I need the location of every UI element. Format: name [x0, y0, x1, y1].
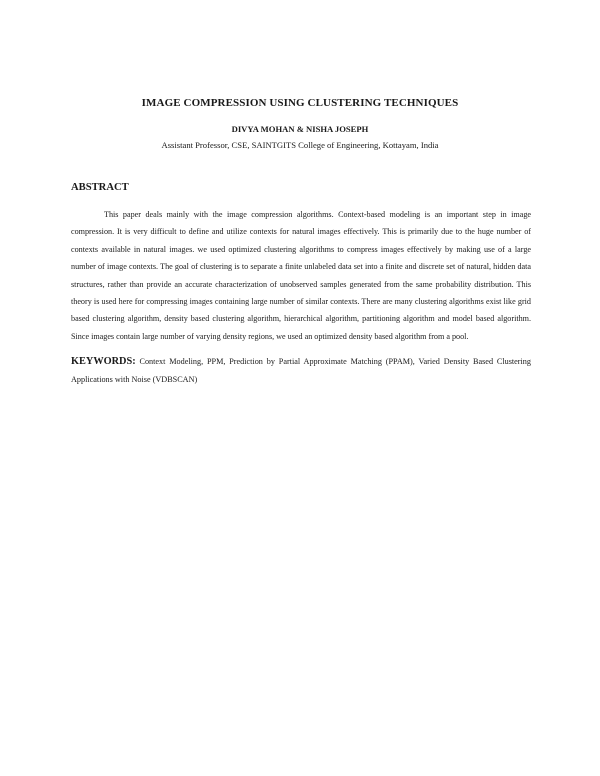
keywords-paragraph: [71, 353, 531, 388]
abstract-heading: ABSTRACT: [71, 182, 129, 193]
author-affiliation: Assistant Professor, CSE, SAINTGITS College of Engineering, Kottayam, India: [161, 140, 439, 150]
keywords-text: Context Modeling, PPM, Prediction by Partial Approximate Matching (PPAM), Varied Density Based Clustering Applications with Noise (VDBSCAN): [71, 357, 531, 384]
paper-authors: DIVYA MOHAN & NISHA JOSEPH: [231, 124, 369, 134]
keywords-label: KEYWORDS:: [71, 356, 136, 367]
paper-title: IMAGE COMPRESSION USING CLUSTERING TECHNIQUES: [141, 97, 459, 109]
abstract-body: This paper deals mainly with the image compression algorithms. Context-based modeling is an important step in image compression. It is very difficult to define and utilize contexts for natural images effectively. This is primarily due to the huge number of contexts available in natural images. we used optimized clustering algorithms to compress images effectively by making use of a large number of image contexts. The goal of clustering is to separate a finite unlabeled data set into a finite and discrete set of natural, hidden data structures, rather than provide an accurate characterization of unobserved samples generated from the same probability distribution. This theory is used here for compressing images containing large number of similar contexts. There are many clustering algorithms exist like grid based clustering algorithm, density based clustering algorithm, hierarchical algorithm, partitioning algorithm and model based algorithm. Since images contain large number of varying density regions, we used an optimized density based algorithm from a pool.: [71, 210, 531, 341]
